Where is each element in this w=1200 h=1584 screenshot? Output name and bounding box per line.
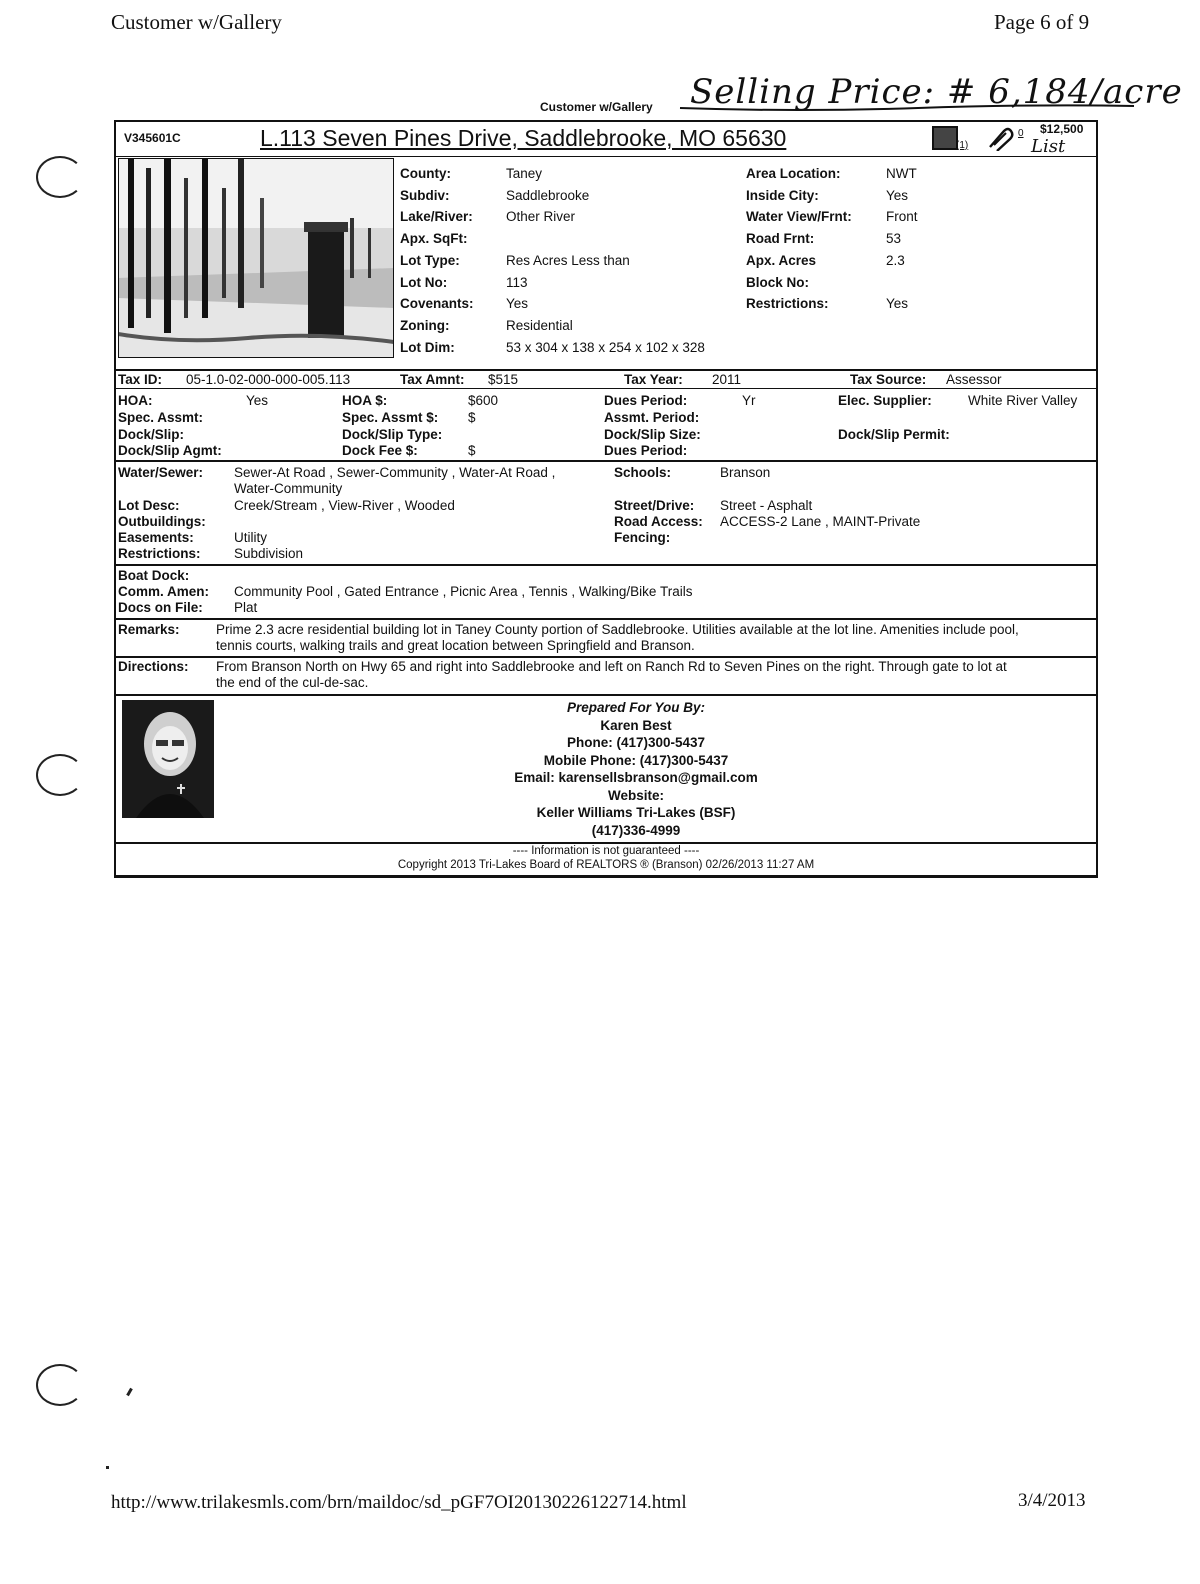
field-value: Taney [506, 166, 543, 181]
road-access-label: Road Access: [614, 514, 703, 529]
hole-punch-mark [36, 754, 84, 796]
handwritten-list: List [1031, 136, 1066, 157]
spec-assmt-amount-value: $ [468, 410, 476, 425]
directions-label: Directions: [118, 659, 189, 674]
photo-gallery-icon[interactable] [932, 126, 958, 150]
hoa-value: Yes [246, 393, 269, 408]
field-label: Road Frnt: [746, 231, 815, 246]
easements-label: Easements: [118, 530, 194, 545]
street-drive-value: Street - Asphalt [720, 498, 813, 513]
fencing-label: Fencing: [614, 530, 671, 545]
road-access-value: ACCESS-2 Lane , MAINT-Private [720, 514, 921, 529]
hole-punch-mark [36, 156, 84, 198]
water-sewer-value-2: Water-Community [234, 481, 343, 496]
agent-email[interactable]: Email: karensellsbranson@gmail.com [514, 770, 758, 785]
outbuildings-label: Outbuildings: [118, 514, 206, 529]
agent-office-phone[interactable]: (417)336-4999 [591, 822, 681, 838]
agent-contact-block [116, 699, 1096, 839]
comm-amen-value: Community Pool , Gated Entrance , Picnic Area , Tennis , Walking/Bike Trails [234, 584, 693, 599]
schools-value: Branson [720, 465, 771, 480]
elec-supplier-value: White River Valley [968, 393, 1078, 408]
disclaimer: ---- Information is not guaranteed ---- [512, 845, 700, 857]
boat-dock-label: Boat Dock: [118, 568, 190, 583]
field-value: Yes [886, 188, 909, 203]
water-sewer-value: Sewer-At Road , Sewer-Community , Water-At Road , [234, 465, 556, 480]
dues-period-2-label: Dues Period: [604, 443, 688, 458]
restrictions-value: Subdivision [234, 546, 304, 561]
agent-website[interactable]: Website: [607, 787, 664, 803]
dock-fee-label: Dock Fee $: [342, 443, 418, 458]
field-label: Covenants: [400, 296, 474, 311]
tax-id-label: Tax ID: [118, 372, 163, 387]
field-value: NWT [886, 166, 917, 181]
assmt-period-label: Assmt. Period: [604, 410, 700, 425]
hoa-amount-label: HOA $: [342, 393, 388, 408]
field-value: Residential [506, 318, 573, 333]
field-label: Area Location: [746, 166, 841, 181]
property-photo-image [118, 158, 394, 358]
spec-assmt-label: Spec. Assmt: [118, 410, 204, 425]
list-price: $12,500 [1040, 122, 1084, 136]
divider [116, 656, 1096, 658]
hole-punch-mark [36, 1364, 84, 1406]
dock-slip-permit-label: Dock/Slip Permit: [838, 427, 950, 442]
page-header-title: Customer w/Gallery [111, 10, 282, 34]
agent-name: Karen Best [600, 717, 672, 733]
field-label: Apx. Acres [746, 253, 817, 268]
listing-report [114, 120, 1098, 878]
comm-amen-label: Comm. Amen: [118, 584, 210, 599]
field-value: 53 [886, 231, 902, 246]
docs-on-file-value: Plat [234, 600, 258, 615]
stray-mark [126, 1388, 133, 1396]
field-label: County: [400, 166, 451, 181]
tax-amount-value: $515 [488, 372, 519, 387]
directions-text-line-1: From Branson North on Hwy 65 and right into Saddlebrooke and left on Ranch Rd to Seven Pines on the right. Through gate to lot at [216, 659, 1007, 674]
dock-slip-type-label: Dock/Slip Type: [342, 427, 443, 442]
property-photo[interactable] [118, 158, 394, 358]
spec-assmt-amount-label: Spec. Assmt $: [342, 410, 439, 425]
tax-source-label: Tax Source: [850, 372, 927, 387]
tax-source-value: Assessor [946, 372, 1002, 387]
field-label: Block No: [746, 275, 810, 290]
agent-phone[interactable]: Phone: (417)300-5437 [566, 735, 706, 750]
tax-year-label: Tax Year: [624, 372, 683, 387]
divider [116, 564, 1096, 566]
hoa-label: HOA: [118, 393, 153, 408]
water-sewer-label: Water/Sewer: [118, 465, 204, 480]
divider [116, 388, 1096, 389]
agent-office: Keller Williams Tri-Lakes (BSF) [536, 805, 736, 820]
restrictions-label: Restrictions: [118, 546, 201, 561]
field-label: Water View/Frnt: [746, 209, 852, 224]
tax-amount-label: Tax Amnt: [400, 372, 465, 387]
field-value: 113 [506, 275, 528, 290]
field-label: Lot No: [400, 275, 448, 290]
photo-count: (1) [956, 140, 969, 151]
field-label: Restrictions: [746, 296, 829, 311]
field-label: Lot Type: [400, 253, 460, 268]
agent-mobile[interactable]: Mobile Phone: (417)300-5437 [543, 752, 729, 768]
elec-supplier-label: Elec. Supplier: [838, 393, 932, 408]
remarks-text-line-2: tennis courts, walking trails and great location between Springfield and Branson. [216, 638, 695, 653]
prepared-for-heading: Prepared For You By: [566, 700, 706, 715]
lot-desc-value: Creek/Stream , View-River , Wooded [234, 498, 455, 513]
field-value: 53 x 304 x 138 x 254 x 102 x 328 [506, 340, 705, 355]
dues-period-label: Dues Period: [604, 393, 688, 408]
footer-url[interactable]: http://www.trilakesmls.com/brn/maildoc/sd_pGF7OI20130226122714.html [111, 1492, 687, 1513]
dock-slip-agmt-label: Dock/Slip Agmt: [118, 443, 222, 458]
footer-date: 3/4/2013 [1018, 1490, 1086, 1511]
field-value: Yes [506, 296, 529, 311]
field-value: Front [886, 209, 918, 224]
document-count: 0 [1018, 128, 1024, 139]
field-label: Apx. SqFt: [400, 231, 468, 246]
docs-on-file-label: Docs on File: [118, 600, 203, 615]
dock-slip-label: Dock/Slip: [118, 427, 185, 442]
page-number: Page 6 of 9 [994, 10, 1090, 34]
tax-year-value: 2011 [712, 372, 742, 387]
remarks-text-line-1: Prime 2.3 acre residential building lot in Taney County portion of Saddlebrooke. Utilities available at the lot line. Amenities include pool, [216, 622, 1019, 637]
divider [116, 618, 1096, 620]
field-value: Other River [506, 209, 576, 224]
tax-id-value: 05-1.0-02-000-000-005.113 [186, 372, 351, 387]
street-drive-label: Street/Drive: [614, 498, 695, 513]
divider [116, 369, 1096, 371]
paperclip-icon[interactable] [984, 125, 1014, 151]
dock-slip-size-label: Dock/Slip Size: [604, 427, 701, 442]
directions-text-line-2: the end of the cul-de-sac. [216, 675, 369, 690]
easements-value: Utility [234, 530, 267, 545]
lot-desc-label: Lot Desc: [118, 498, 180, 513]
handwritten-underline [678, 100, 1138, 114]
remarks-label: Remarks: [118, 622, 180, 637]
field-label: Subdiv: [400, 188, 450, 203]
stray-mark [106, 1466, 109, 1469]
field-value: Yes [886, 296, 909, 311]
divider [116, 156, 1096, 157]
dues-period-value: Yr [742, 393, 756, 408]
divider [116, 694, 1096, 696]
divider [116, 460, 1096, 462]
schools-label: Schools: [614, 465, 672, 480]
field-value: 2.3 [886, 253, 905, 268]
field-label: Lot Dim: [400, 340, 455, 355]
listing-address[interactable]: L.113 Seven Pines Drive, Saddlebrooke, MO 65630 [260, 125, 787, 151]
dock-fee-value: $ [468, 443, 476, 458]
handwritten-selling-price: Selling Price: # 6,184/acre [690, 72, 1183, 112]
field-label: Inside City: [746, 188, 819, 203]
field-value: Res Acres Less than [506, 253, 630, 268]
field-label: Zoning: [400, 318, 450, 333]
field-label: Lake/River: [400, 209, 473, 224]
field-value: Saddlebrooke [506, 188, 590, 203]
listing-id: V345601C [124, 131, 181, 145]
report-subheader: Customer w/Gallery [540, 100, 653, 114]
hoa-amount-value: $600 [468, 393, 499, 408]
copyright-notice: Copyright 2013 Tri-Lakes Board of REALTORS ® (Branson) 02/26/2013 11:27 AM [397, 859, 815, 871]
